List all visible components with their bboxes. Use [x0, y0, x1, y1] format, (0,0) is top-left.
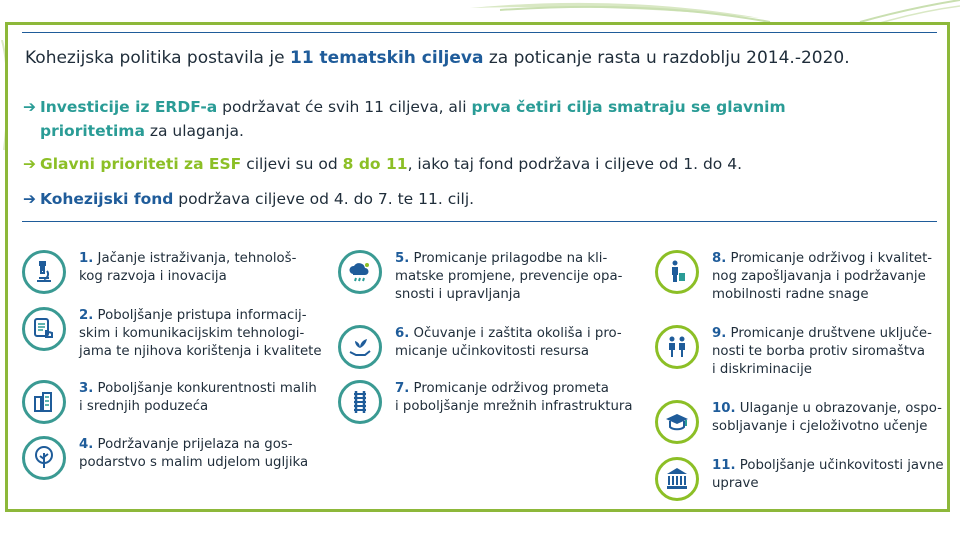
- objective-line: [712, 475, 944, 493]
- bullet-esf: [23, 153, 742, 176]
- weather-cloud-icon: [338, 250, 382, 294]
- objective-line-text: uprave: [712, 476, 759, 491]
- objective-line-text: i diskriminacije: [712, 362, 812, 377]
- bullet-esf-tail: , iako taj fond podržava i ciljeve od 1. do 4.: [407, 155, 743, 173]
- objective-line-text: Poboljšanje konkurentnosti malih: [97, 381, 317, 396]
- objective-text: [712, 400, 942, 436]
- objective-item: [655, 325, 932, 379]
- two-people-icon: [655, 325, 699, 369]
- railway-track-icon: [338, 380, 382, 424]
- objective-line: [79, 398, 317, 416]
- objective-item: [22, 380, 317, 424]
- tablet-touch-icon: [22, 307, 66, 351]
- objective-line-text: Podržavanje prijelaza na gos-: [97, 437, 293, 452]
- headline-emphasis: 11 tematskih ciljeva: [289, 48, 484, 68]
- objective-item: [655, 400, 942, 444]
- objective-line-text: Očuvanje i zaštita okoliša i pro-: [413, 326, 622, 341]
- bullet-erdf-emphasis: prva četiri cilja smatraju se glavnim: [471, 98, 786, 116]
- objective-line-text: Promicanje prilagodbe na kli-: [413, 251, 608, 266]
- objective-item: [22, 436, 308, 480]
- objective-item: [22, 250, 296, 294]
- objective-text: [712, 250, 932, 304]
- objective-item: [338, 380, 633, 424]
- bullet-erdf-tail: za ulaganja.: [144, 122, 244, 140]
- arrow-icon: ➔: [23, 155, 36, 173]
- objective-line-text: Promicanje održivog i kvalitet-: [730, 251, 933, 266]
- objective-line: [712, 457, 944, 475]
- objective-number: 2.: [79, 308, 94, 323]
- objective-item: [338, 325, 622, 369]
- objective-item: [655, 457, 944, 501]
- bullet-esf-mid: ciljevi su od: [241, 155, 343, 173]
- objective-number: 5.: [395, 251, 410, 266]
- objective-number: 3.: [79, 381, 94, 396]
- objective-line-text: kog razvoja i inovacija: [79, 269, 227, 284]
- objective-number: 8.: [712, 251, 727, 266]
- objective-line: [395, 325, 622, 343]
- objective-text: [79, 380, 317, 416]
- objective-line-text: micanje učinkovitosti resursa: [395, 344, 590, 359]
- objective-line: [712, 343, 932, 361]
- objective-number: 9.: [712, 326, 727, 341]
- objective-text: [79, 436, 308, 472]
- objective-line-text: Ulaganje u obrazovanje, ospo-: [739, 401, 942, 416]
- objective-line-text: Jačanje istraživanja, tehnološ-: [97, 251, 297, 266]
- objective-text: [395, 380, 633, 416]
- objective-text: [79, 250, 296, 286]
- objective-line-text: podarstvo s malim udjelom ugljika: [79, 455, 309, 470]
- objective-line-text: snosti i upravljanja: [395, 287, 521, 302]
- bullet-esf-lead: Glavni prioriteti za ESF: [40, 155, 242, 173]
- objective-line: [79, 250, 296, 268]
- objective-line: [712, 418, 942, 436]
- objective-line: [395, 343, 622, 361]
- objective-text: [395, 250, 622, 304]
- objective-line-text: jama te njihova korištenja i kvalitete: [79, 344, 322, 359]
- objective-line-text: Poboljšanje učinkovitosti javne: [739, 458, 944, 473]
- objective-line: [395, 250, 622, 268]
- headline: [25, 48, 850, 68]
- objective-text: [712, 325, 932, 379]
- arrow-icon: ➔: [23, 98, 36, 116]
- bullet-cohesion-lead: Kohezijski fond: [40, 190, 174, 208]
- objective-line-text: sobljavanje i cjeloživotno učenje: [712, 419, 928, 434]
- objective-line: [395, 268, 622, 286]
- objective-line: [79, 454, 308, 472]
- buildings-icon: [22, 380, 66, 424]
- objective-line-text: Promicanje održivog prometa: [413, 381, 609, 396]
- bullet-erdf-continued: [40, 120, 244, 143]
- headline-pre: Kohezijska politika postavila je: [25, 48, 290, 68]
- objective-line: [79, 307, 322, 325]
- objective-line: [712, 268, 932, 286]
- objective-number: 7.: [395, 381, 410, 396]
- objective-line-text: nog zapošljavanja i podržavanje: [712, 269, 926, 284]
- objective-number: 10.: [712, 401, 736, 416]
- objective-line-text: skim i komunikacijskim tehnologi-: [79, 326, 305, 341]
- bullet-cohesion-fund: [23, 188, 474, 211]
- objective-line-text: mobilnosti radne snage: [712, 287, 869, 302]
- government-building-icon: [655, 457, 699, 501]
- objective-number: 4.: [79, 437, 94, 452]
- person-suitcase-icon: [655, 250, 699, 294]
- bullet-erdf: [23, 96, 786, 119]
- objective-line-text: i srednjih poduzeća: [79, 399, 209, 414]
- objective-line: [712, 250, 932, 268]
- objective-number: 1.: [79, 251, 94, 266]
- objective-text: [395, 325, 622, 361]
- objective-line: [712, 325, 932, 343]
- objective-line: [395, 398, 633, 416]
- objective-line: [712, 286, 932, 304]
- hand-plant-icon: [338, 325, 382, 369]
- objective-number: 6.: [395, 326, 410, 341]
- top-divider: [22, 32, 937, 33]
- objective-line-text: Poboljšanje pristupa informacij-: [97, 308, 307, 323]
- objective-line-text: matske promjene, prevencije opa-: [395, 269, 623, 284]
- objective-line: [712, 361, 932, 379]
- objective-text: [712, 457, 944, 493]
- tree-icon: [22, 436, 66, 480]
- bullet-esf-emphasis: 8 do 11: [342, 155, 408, 173]
- objective-line-text: Promicanje društvene uključe-: [730, 326, 932, 341]
- objective-text: [79, 307, 322, 361]
- bullet-erdf-mid: podržavat će svih 11 ciljeva, ali: [217, 98, 472, 116]
- objective-number: 11.: [712, 458, 736, 473]
- headline-post: za poticanje rasta u razdoblju 2014.-2020.: [483, 48, 850, 68]
- objective-line: [712, 400, 942, 418]
- objective-line-text: nosti te borba protiv siromaštva: [712, 344, 926, 359]
- objective-line: [79, 343, 322, 361]
- bullet-erdf-lead: Investicije iz ERDF-a: [40, 98, 218, 116]
- objective-line-text: i poboljšanje mrežnih infrastruktura: [395, 399, 633, 414]
- objective-line: [79, 268, 296, 286]
- bullet-cohesion-tail: podržava ciljeve od 4. do 7. te 11. cilj.: [173, 190, 475, 208]
- objective-line: [79, 325, 322, 343]
- objective-line: [79, 380, 317, 398]
- arrow-icon: ➔: [23, 190, 36, 208]
- objective-line: [395, 380, 633, 398]
- objective-line: [395, 286, 622, 304]
- objective-item: [338, 250, 622, 304]
- graduation-cap-icon: [655, 400, 699, 444]
- middle-divider: [22, 221, 937, 222]
- objective-line: [79, 436, 308, 454]
- bullet-erdf-emphasis-2: prioritetima: [40, 122, 145, 140]
- objective-item: [22, 307, 322, 361]
- microscope-icon: [22, 250, 66, 294]
- objective-item: [655, 250, 932, 304]
